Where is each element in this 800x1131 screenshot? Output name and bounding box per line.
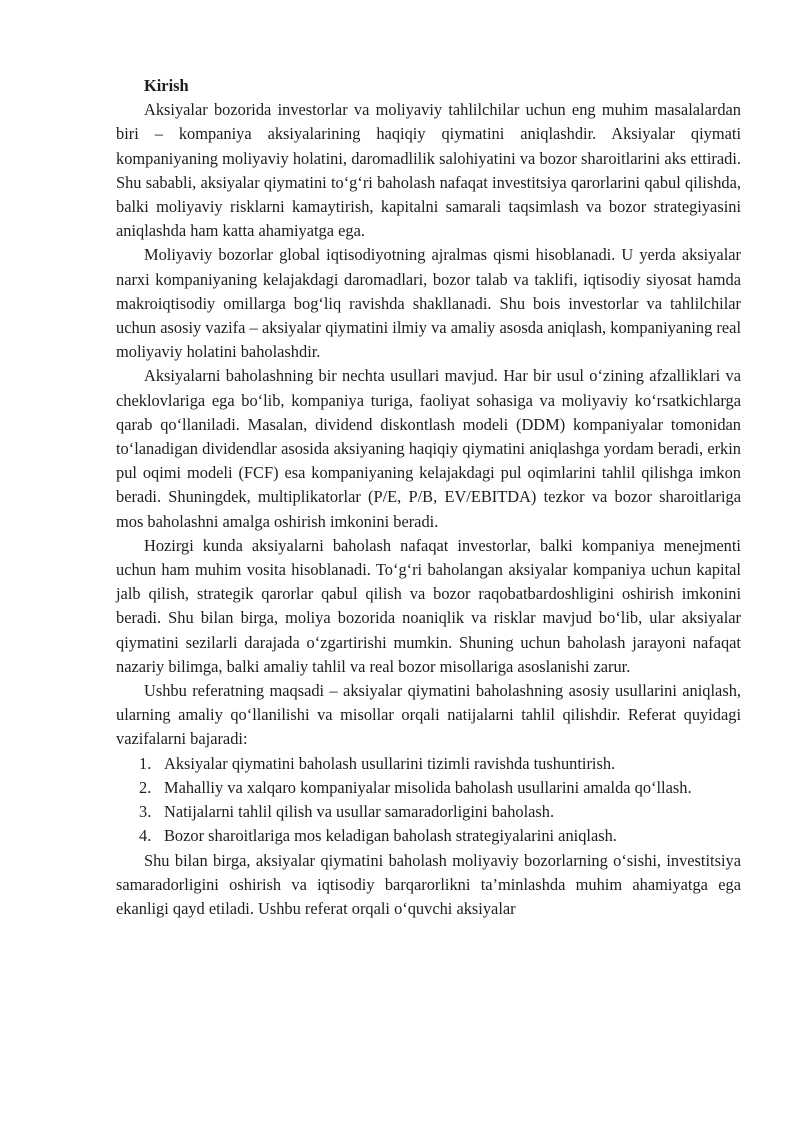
paragraph: Moliyaviy bozorlar global iqtisodiyotning ajralmas qismi hisoblanadi. U yerda aksiyalar narxi kompaniyaning kelajakdagi daromadlari, bozor talab va taklifi, iqtisodiy siyosat hamda makroiqtisodiy omillarga bog‘liq ravishda shakllanadi. Shu bois investorlar va tahlilchilar uchun asosiy vazifa – aksiyalar qiymatini ilmiy va amaliy asosda aniqlash, kompaniyaning real moliyaviy holatini baholashdir.	[116, 245, 741, 362]
paragraph: Aksiyalar bozorida investorlar va moliyaviy tahlilchilar uchun eng muhim masalalardan biri – kompaniya aksiyalarining haqiqiy qiymatini aniqlashdir. Aksiyalar qiymati kompaniyaning moliyaviy holatini, daromadlilik salohiyatini va bozor sharoitlarini aks ettiradi. Shu sababli, aksiyalar qiymatini to‘g‘ri baholash nafaqat investitsiya qarorlarini qabul qilishda, balki moliyaviy risklarni kamaytirish, kapitalni samarali taqsimlash va bozor strategiyasini aniqlashda ham katta ahamiyatga ega.	[116, 100, 741, 241]
list-item-text: Aksiyalar qiymatini baholash usullarini tizimli ravishda tushuntirish.	[164, 753, 616, 773]
document-body	[116, 74, 741, 921]
list-item-number: 2.	[139, 777, 152, 797]
list-item-number: 1.	[139, 753, 152, 773]
list-item-text: Mahalliy va xalqaro kompaniyalar misolida baholash usullarini amalda qo‘llash.	[164, 777, 692, 797]
paragraph: Hozirgi kunda aksiyalarni baholash nafaqat investorlar, balki kompaniya menejmenti uchun ham muhim vosita hisoblanadi. To‘g‘ri baholangan aksiyalar kompaniya uchun kapital jalb qilish, strategik qarorlar qabul qilish va bozor raqobatbardoshligini oshirish imkonini beradi. Shu bilan birga, moliya bozorida noaniqlik va risklar mavjud bo‘lib, ular aksiyalar qiymatini sezilarli darajada o‘zgartirishi mumkin. Shuning uchun baholash jarayoni nafaqat nazariy bilimga, balki amaliy tahlil va real bozor misollariga asoslanishi zarur.	[116, 535, 741, 676]
paragraph: Ushbu referatning maqsadi – aksiyalar qiymatini baholashning asosiy usullarini aniqlash, ularning amaliy qo‘llanilishi va misollar orqali natijalarni tahlil qilishdir. Referat quyidagi vazifalarni bajaradi:	[116, 681, 741, 749]
paragraph: Aksiyalarni baholashning bir nechta usullari mavjud. Har bir usul o‘zining afzalliklari va cheklovlariga ega bo‘lib, kompaniya turiga, faoliyat sohasiga va moliyaviy ko‘rsatkichlarga qarab qo‘llaniladi. Masalan, dividend diskontlash modeli (DDM) kompaniyalar tomonidan to‘lanadigan dividendlar asosida aksiyaning haqiqiy qiymatini aniqlashga yordam beradi, erkin pul oqimi modeli (FCF) esa kompaniyaning kelajakdagi pul oqimlarini tahlil qilishga imkon beradi. Shuningdek, multiplikatorlar (P/E, P/B, EV/EBITDA) tezkor va bozor sharoitlariga mos baholashni amalga oshirish imkonini beradi.	[116, 366, 741, 531]
section-heading: Kirish	[144, 76, 189, 95]
paragraph: Shu bilan birga, aksiyalar qiymatini baholash moliyaviy bozorlarning o‘sishi, investitsiya samaradorligini oshirish va iqtisodiy barqarorlikni ta’minlashda muhim ahamiyatga ega ekanligi qayd etiladi. Ushbu referat orqali o‘quvchi aksiyalar	[116, 850, 741, 918]
list-item	[116, 800, 741, 824]
list-item	[116, 752, 741, 776]
list-item-text: Bozor sharoitlariga mos keladigan baholash strategiyalarini aniqlash.	[164, 826, 617, 846]
list-item-text: Natijalarni tahlil qilish va usullar samaradorligini baholash.	[164, 802, 555, 822]
list-item-number: 4.	[139, 826, 152, 846]
task-list	[116, 752, 741, 849]
list-item	[116, 776, 741, 800]
list-item-number: 3.	[139, 802, 152, 822]
list-item	[116, 824, 741, 848]
